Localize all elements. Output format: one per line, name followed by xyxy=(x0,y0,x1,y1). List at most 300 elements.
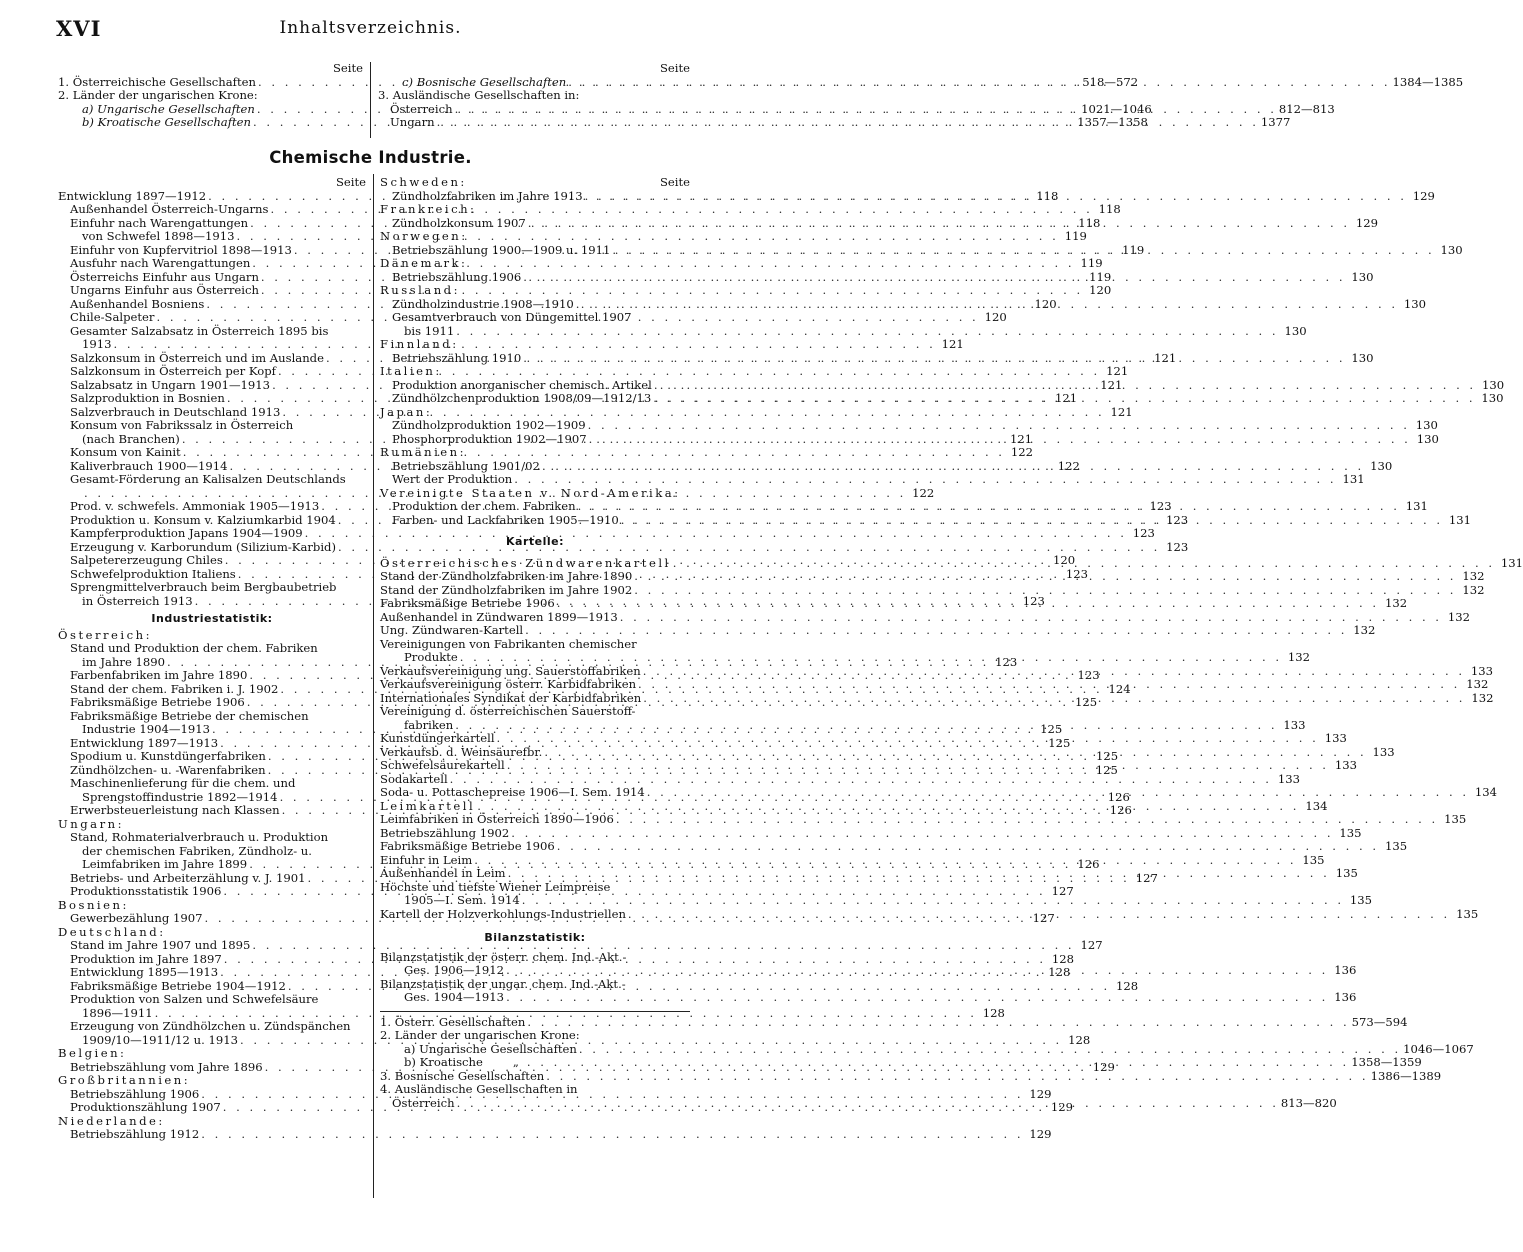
leader-dots xyxy=(589,433,1411,447)
country-label: Niederlande: xyxy=(58,1113,165,1128)
entry-page: 123 xyxy=(1132,526,1155,540)
entry-page: 134 xyxy=(1474,785,1498,799)
entry-label: Konsum von Kainit xyxy=(70,445,181,459)
country-label: Schweden: xyxy=(380,175,467,189)
entry-page: 127 xyxy=(1080,938,1103,952)
leader-dots xyxy=(456,325,1278,339)
entry-line: Vereinigungen von Fabrikanten chemischer xyxy=(380,636,637,651)
entry-label: Stand im Jahre 1907 und 1895 xyxy=(70,938,251,952)
entry-label: (nach Branchen) xyxy=(82,431,180,446)
entry-page: 123 xyxy=(1165,512,1189,527)
entry-line: Maschinenlieferung für die chem. und xyxy=(70,776,296,790)
entry-label: Betriebszählung 1912 xyxy=(70,1127,200,1141)
entry-label: Fabriksmäßige Betriebe 1906 xyxy=(380,839,555,853)
list-item xyxy=(58,1127,1052,1142)
country-label: Vereinigte Staaten v. Nord-Amerika: xyxy=(380,485,681,500)
entry-page: 135 xyxy=(1302,852,1325,867)
entry-page: 133 xyxy=(1324,731,1347,745)
entry-page: 118 xyxy=(1098,202,1121,216)
list-item xyxy=(380,623,1376,638)
entry-label: in Österreich 1913 xyxy=(82,593,193,608)
entry-page: 127 xyxy=(1051,884,1074,898)
entry-page: 573—594 xyxy=(1351,1014,1408,1029)
entry-label: Farben- und Lackfabriken 1905—1910 xyxy=(392,512,619,527)
entry-page: 119 xyxy=(1064,229,1087,243)
entry-label: Kaliverbrauch 1900—1914 xyxy=(70,458,228,473)
entry-label: 1905—I. Sem. 1914 xyxy=(404,893,520,907)
entry-line: Vereinigung d. österreichischen Sauerstoff- xyxy=(380,704,636,718)
entry-label: Verkaufsvereinigung österr. Karbidfabriken xyxy=(380,677,637,691)
entry-line: Konsum von Fabrikssalz in Österreich xyxy=(70,418,294,432)
entry-page: 130 xyxy=(1416,431,1439,446)
list-item xyxy=(380,391,1504,406)
entry-page: 121 xyxy=(1154,350,1177,365)
entry-page: 130 xyxy=(1284,323,1307,338)
list-item xyxy=(58,526,1155,541)
leader-dots xyxy=(647,786,1469,800)
entry-page: 135 xyxy=(1349,893,1373,907)
list-item xyxy=(380,1068,1442,1084)
entry-label: Entwicklung 1897—1912 xyxy=(58,188,207,203)
entry-page: 126 xyxy=(1109,803,1132,817)
list-item: a) Ungarische Gesellschaften . . . 1021—1046 xyxy=(58,103,363,117)
entry-label: Farbenfabriken im Jahre 1890 xyxy=(70,668,248,682)
entry-page: 128 xyxy=(1116,978,1139,993)
leader-dots xyxy=(557,593,1379,611)
entry-page: 126 xyxy=(1077,857,1100,871)
leader-dots xyxy=(638,678,1460,692)
entry-label: Zündholzindustrie 1908—1910 xyxy=(392,296,574,311)
entry-label: Außenhandel in Zündwaren 1899—1913 xyxy=(380,609,618,624)
entry-label: Kartell der Holzverkohlungs-Industriellen xyxy=(380,906,626,921)
entry-label: von Schwefel 1898—1913 xyxy=(82,229,235,243)
entry-label: 1896—1911 xyxy=(82,1005,153,1020)
entry-label: Salzproduktion in Bosnien xyxy=(70,391,225,405)
leader-dots xyxy=(522,894,1344,908)
entry-page: 1386—1389 xyxy=(1370,1068,1442,1083)
leader-dots xyxy=(620,611,1442,625)
entry-page: 119 xyxy=(1080,256,1103,270)
seite-label: Seite xyxy=(332,61,363,75)
entry-page: 131 xyxy=(1448,512,1472,527)
leader-dots xyxy=(506,964,1328,978)
entry-page: 130 xyxy=(1440,242,1463,257)
leader-dots xyxy=(508,867,1330,881)
entry-page: 131 xyxy=(1342,472,1365,486)
entry-line: Bilanzstatistik der österr. chem. Ind.-Akt.- xyxy=(380,949,627,964)
leader-dots xyxy=(497,732,1319,746)
country-label: Rumänien: xyxy=(380,445,467,459)
leader-dots xyxy=(643,665,1465,679)
list-item: b) Kroatische Gesellschaften . . . 1357—1358 xyxy=(58,116,363,130)
kartelle-heading: Kartelle: xyxy=(506,535,564,548)
entry-line: Sprengmittelverbrauch beim Bergbaubetrieb xyxy=(70,580,337,594)
entry-label: a) Ungarische Gesellschaften xyxy=(404,1041,577,1056)
column-divider xyxy=(370,62,371,138)
entry-label: Betriebszählung 1902 xyxy=(380,825,510,840)
entry-line: Stand und Produktion der chem. Fabriken xyxy=(70,641,318,655)
entry-page: 133 xyxy=(1334,758,1357,772)
entry-label: Kunstdüngerkartell xyxy=(380,731,495,745)
leader-dots xyxy=(523,352,1345,366)
leader-dots xyxy=(525,624,1347,638)
entry-label: Außenhandel Bosniens xyxy=(70,296,205,311)
list-item xyxy=(58,938,1103,953)
entry-label: Österreichs Einfuhr aus Ungarn xyxy=(70,269,259,284)
leader-dots xyxy=(542,460,1364,474)
entry-page: 125 xyxy=(1074,695,1098,709)
entry-page: 133 xyxy=(1470,663,1494,678)
entry-line: Produktion von Salzen und Schwefelsäure xyxy=(70,992,319,1006)
entry-label: Betriebszählung 1906 xyxy=(392,269,522,284)
entry-page: 127 xyxy=(1135,870,1158,885)
entry-label: Leimkartell xyxy=(380,798,476,813)
list-item xyxy=(380,812,1467,827)
entry-label: Salzkonsum in Österreich per Kopf xyxy=(70,364,276,378)
entry-label: Ausfuhr nach Warengattungen xyxy=(70,256,251,270)
industriestatistik-heading: Industriestatistik: xyxy=(151,612,273,625)
country-label: Italien: xyxy=(380,364,442,378)
entry-page: 136 xyxy=(1334,990,1357,1004)
leader-dots xyxy=(634,566,1456,584)
entry-page: 122 xyxy=(912,485,935,500)
entry-page: 130 xyxy=(1351,269,1374,284)
entry-label: Zündholzfabriken im Jahre 1913 xyxy=(392,188,583,203)
entry-page: 132 xyxy=(1466,677,1489,691)
entry-page: 130 xyxy=(1415,418,1438,432)
leader-dots xyxy=(507,759,1329,773)
leader-dots xyxy=(576,298,1398,312)
entry-label: Produktion anorganischer chemisch. Artikel xyxy=(392,377,652,392)
leader-dots xyxy=(544,746,1366,760)
entry-label: Verkaufsvereinigung ung. Sauerstoffabriken xyxy=(380,663,641,678)
list-item xyxy=(380,1041,1474,1057)
entry-page: 132 xyxy=(1353,623,1376,637)
entry-page: 123 xyxy=(1077,668,1100,682)
seite-label: Seite xyxy=(335,175,366,189)
entry-page: 129 xyxy=(1092,1059,1115,1074)
country-label: Finnland: xyxy=(380,337,459,351)
list-item xyxy=(380,323,1307,339)
list-item: 2. Länder der ungarischen Krone: xyxy=(380,1028,580,1042)
entry-page: 128 xyxy=(1048,965,1071,979)
section-title: Chemische Industrie. xyxy=(269,148,472,167)
entry-page: 132 xyxy=(1471,690,1494,705)
entry-line: Höchste und tiefste Wiener Leimpreise xyxy=(380,879,611,894)
leader-dots xyxy=(455,719,1277,733)
entry-page: 119 xyxy=(1122,242,1145,257)
entry-label: Ges. 1904—1913 xyxy=(404,990,505,1004)
entry-label: Stand der Zündholzfabriken im Jahre 1902 xyxy=(380,582,633,597)
entry-label: Ung. Zündwaren-Kartell xyxy=(380,623,524,637)
entry-page: 123 xyxy=(1065,566,1089,581)
entry-label: Zündhölzchen- u. -Warenfabriken xyxy=(70,762,266,777)
entry-page: 120 xyxy=(984,310,1007,324)
country-label: Ungarn: xyxy=(58,816,124,831)
entry-label: Außenhandel Österreich-Ungarns xyxy=(70,202,269,216)
entry-label: Kampferproduktion Japans 1904—1909 xyxy=(70,526,303,540)
entry-label: 1913 xyxy=(82,337,112,351)
entry-page: 132 xyxy=(1287,650,1311,664)
entry-label: 1909/10—1911/12 u. 1913 xyxy=(82,1032,238,1047)
country-label: Russland: xyxy=(380,283,461,297)
entry-page: 133 xyxy=(1283,717,1306,732)
leader-dots xyxy=(585,190,1407,204)
entry-page: 1358—1359 xyxy=(1351,1055,1422,1069)
leader-dots xyxy=(588,419,1410,433)
entry-label: Zündholzkonsum 1907 xyxy=(392,215,526,230)
leader-dots xyxy=(621,514,1443,528)
bilanz-heading: Bilanzstatistik: xyxy=(484,931,586,944)
entry-line: Gesamter Salzabsatz in Österreich 1895 bis xyxy=(70,323,329,338)
entry-label: Erzeugung v. Karborundum (Silizium-Karbid) xyxy=(70,539,336,554)
entry-page: 123 xyxy=(1149,499,1172,513)
entry-label: Betriebszählung 1910 xyxy=(392,350,522,365)
list-item xyxy=(380,839,1408,854)
entry-label: Stand der chem. Fabriken i. J. 1902 xyxy=(70,681,279,696)
entry-page: 135 xyxy=(1456,906,1479,921)
entry-page: 120 xyxy=(1089,283,1112,297)
leader-dots xyxy=(546,1070,1368,1084)
entry-page: 133 xyxy=(1372,744,1395,759)
entry-page: 135 xyxy=(1444,812,1467,826)
entry-label: Industrie 1904—1913 xyxy=(82,722,210,736)
country-label: Großbritannien: xyxy=(58,1073,191,1087)
entry-label: Verkaufsb. d. Weinsäurefbr. xyxy=(380,744,543,759)
country-label: Japan: xyxy=(380,404,433,419)
list-item xyxy=(380,893,1373,908)
entry-page: 125 xyxy=(1095,749,1119,763)
entry-label: Österreichisches Zündwarenkartell xyxy=(380,555,671,570)
entry-label: Entwicklung 1897—1913 xyxy=(70,735,219,750)
entry-label: Leimfabriken im Jahre 1899 xyxy=(82,857,248,871)
list-item xyxy=(58,1005,1005,1021)
entry-page: 126 xyxy=(1107,789,1130,804)
entry-label: Produktionszählung 1907 xyxy=(70,1100,221,1114)
list-item: c) Bosnische Gesellschaften . . . 1384—1385 xyxy=(378,76,690,90)
entry-label: Salzverbrauch in Deutschland 1913 xyxy=(70,404,281,419)
entry-page: 132 xyxy=(1384,596,1408,610)
entry-line: der chemischen Fabriken, Zündholz- u. xyxy=(82,843,312,858)
entry-label: Zündhölzchenproduktion 1908/09—1912/13 xyxy=(392,391,652,405)
leader-dots xyxy=(201,1128,1023,1142)
list-item: 2. Länder der ungarischen Krone: xyxy=(58,88,258,102)
entry-page: 122 xyxy=(1010,445,1033,459)
leader-dots xyxy=(612,244,1434,258)
divider xyxy=(380,1011,690,1012)
entry-label: Salpetererzeugung Chiles xyxy=(70,553,223,567)
entry-page: 134 xyxy=(1305,798,1328,813)
entry-label: Internationales Syndikat der Karbidfabriken xyxy=(380,690,642,705)
leader-dots xyxy=(457,1097,1279,1111)
entry-label: Einfuhr nach Warengattungen xyxy=(70,215,249,230)
entry-label: Sprengstoffindustrie 1892—1914 xyxy=(82,789,278,804)
page-header xyxy=(48,12,693,42)
entry-page: 130 xyxy=(1403,296,1427,311)
entry-label: Chile-Salpeter xyxy=(70,310,155,324)
entry-page: 123 xyxy=(995,654,1018,669)
entry-page: 125 xyxy=(1040,722,1063,736)
entry-page: 130 xyxy=(1351,350,1374,365)
entry-label: Fabriksmäßige Betriebe 1906 xyxy=(70,695,245,709)
entry-page: 133 xyxy=(1277,771,1300,786)
entry-label: fabriken xyxy=(404,717,454,732)
entry-page: 124 xyxy=(1108,681,1131,696)
country-label: Deutschland: xyxy=(58,924,166,939)
entry-page: 813—820 xyxy=(1280,1095,1337,1110)
entry-line: Stand, Rohmaterialverbrauch u. Produktion xyxy=(70,830,329,844)
leader-dots xyxy=(643,692,1465,706)
entry-label: Österreich xyxy=(392,1095,455,1110)
leader-dots xyxy=(579,1043,1401,1057)
page-number: XVI xyxy=(56,16,102,41)
entry-label: 3. Bosnische Gesellschaften xyxy=(380,1068,545,1083)
list-item: Österreich . . . 812—813 xyxy=(378,103,690,117)
leader-dots xyxy=(474,854,1296,868)
entry-page: 132 xyxy=(1462,582,1485,597)
entry-label: Sodakartell xyxy=(380,771,448,786)
entry-label: Fabriksmäßige Betriebe 1906 xyxy=(380,596,555,610)
leader-dots xyxy=(628,908,1450,922)
entry-label: Produkte xyxy=(404,650,458,664)
entry-page: 121 xyxy=(1055,391,1078,405)
entry-page: 122 xyxy=(1057,458,1080,473)
entry-label: Betriebs- und Arbeiterzählung v. J. 1901 xyxy=(70,870,306,885)
entry-label: Gewerbezählung 1907 xyxy=(70,911,203,925)
entry-label: Schwefelproduktion Italiens xyxy=(70,566,236,581)
entry-page: 135 xyxy=(1335,866,1358,880)
country-label: Frankreich: xyxy=(380,202,477,216)
page-title: Inhaltsverzeichnis. xyxy=(279,18,462,38)
entry-label: Einfuhr in Leim xyxy=(380,852,473,867)
entry-page: 128 xyxy=(982,1005,1005,1020)
leader-dots xyxy=(450,773,1272,787)
list-item xyxy=(380,418,1438,433)
entry-page: 132 xyxy=(1462,569,1485,583)
entry-page: 125 xyxy=(1048,735,1071,750)
entry-label: b) Kroatische xyxy=(404,1055,483,1069)
list-item xyxy=(380,1014,1408,1030)
leader-dots xyxy=(634,584,1456,598)
entry-page: 120 xyxy=(1034,296,1057,311)
leader-dots xyxy=(527,1056,1349,1070)
list-item xyxy=(380,990,1357,1005)
entry-page: 118 xyxy=(1078,215,1101,230)
entry-page: 128 xyxy=(1051,951,1075,966)
entry-line: Gesamt-Förderung an Kalisalzen Deutschlands xyxy=(70,472,346,486)
entry-page: 130 xyxy=(1481,377,1505,392)
entry-label: Betriebszählung 1900—1909 u. 1911 xyxy=(392,242,611,257)
entry-page: 136 xyxy=(1334,963,1357,977)
leader-dots xyxy=(653,392,1475,406)
entry-label: Produktionsstatistik 1906 xyxy=(70,884,222,898)
entry-label: Fabriksmäßige Betriebe 1904—1912 xyxy=(70,978,286,993)
seite-label: Seite xyxy=(659,175,690,189)
list-item xyxy=(380,825,1362,841)
entry-page: 129 xyxy=(1355,215,1379,230)
leader-dots xyxy=(523,271,1345,285)
leader-dots xyxy=(527,1016,1349,1030)
entry-page: 125 xyxy=(1095,762,1118,777)
entry-page: 129 xyxy=(1050,1100,1074,1114)
entry-label: Salzkonsum in Österreich und im Auslande xyxy=(70,350,324,365)
entry-label: Produktion u. Konsum v. Kalziumkarbid 1904 xyxy=(70,512,336,527)
entry-page: 129 xyxy=(1412,188,1435,203)
list-item: 3. Ausländische Gesellschaften in: xyxy=(378,88,580,102)
entry-page: 128 xyxy=(1068,1032,1091,1047)
entry-label: Phosphorproduktion 1902—1907 xyxy=(392,431,587,446)
entry-label: Salzabsatz in Ungarn 1901—1913 xyxy=(70,377,271,392)
seite-label: Seite xyxy=(659,61,690,75)
leader-dots xyxy=(616,813,1438,827)
entry-label: Einfuhr von Kupfervitriol 1898—1913 xyxy=(70,242,292,257)
entry-label: Ungarns Einfuhr aus Österreich xyxy=(70,283,259,297)
entry-page: 1046—1067 xyxy=(1403,1041,1474,1056)
entry-label: Prod. v. schwefels. Ammoniak 1905—1913 xyxy=(70,499,320,513)
leader-dots xyxy=(477,800,1299,814)
list-item xyxy=(380,609,1470,625)
entry-label: Stand der Zündholzfabriken im Jahre 1890 xyxy=(380,569,633,583)
entry-line: Fabriksmäßige Betriebe der chemischen xyxy=(70,708,309,723)
list-item: 4. Ausländische Gesellschaften in xyxy=(380,1082,578,1096)
list-item xyxy=(380,472,1365,487)
entry-label: im Jahre 1890 xyxy=(82,654,166,669)
entry-label: Betriebszählung 1901/02 xyxy=(392,458,540,473)
entry-line: Bilanzstatistik der ungar. chem. Ind.-Akt.- xyxy=(380,976,626,991)
entry-page: 132 xyxy=(1447,609,1470,624)
leader-dots xyxy=(673,557,1495,571)
entry-page: 121 xyxy=(1009,431,1033,446)
leader-dots xyxy=(578,500,1400,514)
entry-label: Produktion der chem. Fabriken xyxy=(392,499,576,513)
entry-label: Betriebszählung 1906 xyxy=(70,1086,200,1101)
leader-dots xyxy=(511,827,1333,841)
entry-page: 129 xyxy=(1029,1127,1052,1141)
list-item: Ungarn . . . 1377 xyxy=(378,116,690,130)
country-label: Norwegen: xyxy=(380,229,468,243)
entry-line: Erzeugung von Zündhölzchen u. Zündspänchen xyxy=(70,1019,351,1033)
entry-label: Leimfabriken in Österreich 1890—1906 xyxy=(380,812,614,826)
entry-page: 123 xyxy=(1166,539,1189,554)
entry-page: 131 xyxy=(1405,499,1428,513)
entry-page: 135 xyxy=(1384,839,1408,853)
entry-page: 121 xyxy=(1106,364,1129,378)
entry-label: Betriebszählung vom Jahre 1896 xyxy=(70,1059,263,1074)
entry-line: Gesamtverbrauch von Düngemittel 1907 xyxy=(392,310,632,324)
entry-page: 118 xyxy=(1036,188,1059,203)
entry-page: 121 xyxy=(1110,404,1133,419)
entry-label: Zündholzproduktion 1902—1909 xyxy=(392,418,586,432)
leader-dots xyxy=(654,379,1476,393)
entry-page: 121 xyxy=(941,337,964,351)
entry-page: 130 xyxy=(1370,458,1393,473)
entry-label: Produktion im Jahre 1897 xyxy=(70,951,222,966)
leader-dots xyxy=(514,473,1336,487)
entry-page: 135 xyxy=(1339,825,1362,840)
entry-page: 121 xyxy=(1100,377,1123,392)
entry-label: Wert der Produktion xyxy=(392,472,513,486)
entry-label: Spodium u. Kunstdüngerfabriken xyxy=(70,749,266,763)
country-label: Bosnien: xyxy=(58,897,129,912)
entry-page: 131 xyxy=(1500,555,1523,570)
entry-label: Schwefelsäurekartell xyxy=(380,758,505,772)
entry-page: 130 xyxy=(1481,391,1504,405)
entry-page: 127 xyxy=(1032,911,1055,925)
entry-label: Ges. 1906—1912 xyxy=(404,963,505,977)
entry-label: Soda- u. Pottaschepreise 1906—I. Sem. 1914 xyxy=(380,785,645,799)
leader-dots xyxy=(460,651,1282,665)
entry-label: Entwicklung 1895—1913 xyxy=(70,965,219,979)
